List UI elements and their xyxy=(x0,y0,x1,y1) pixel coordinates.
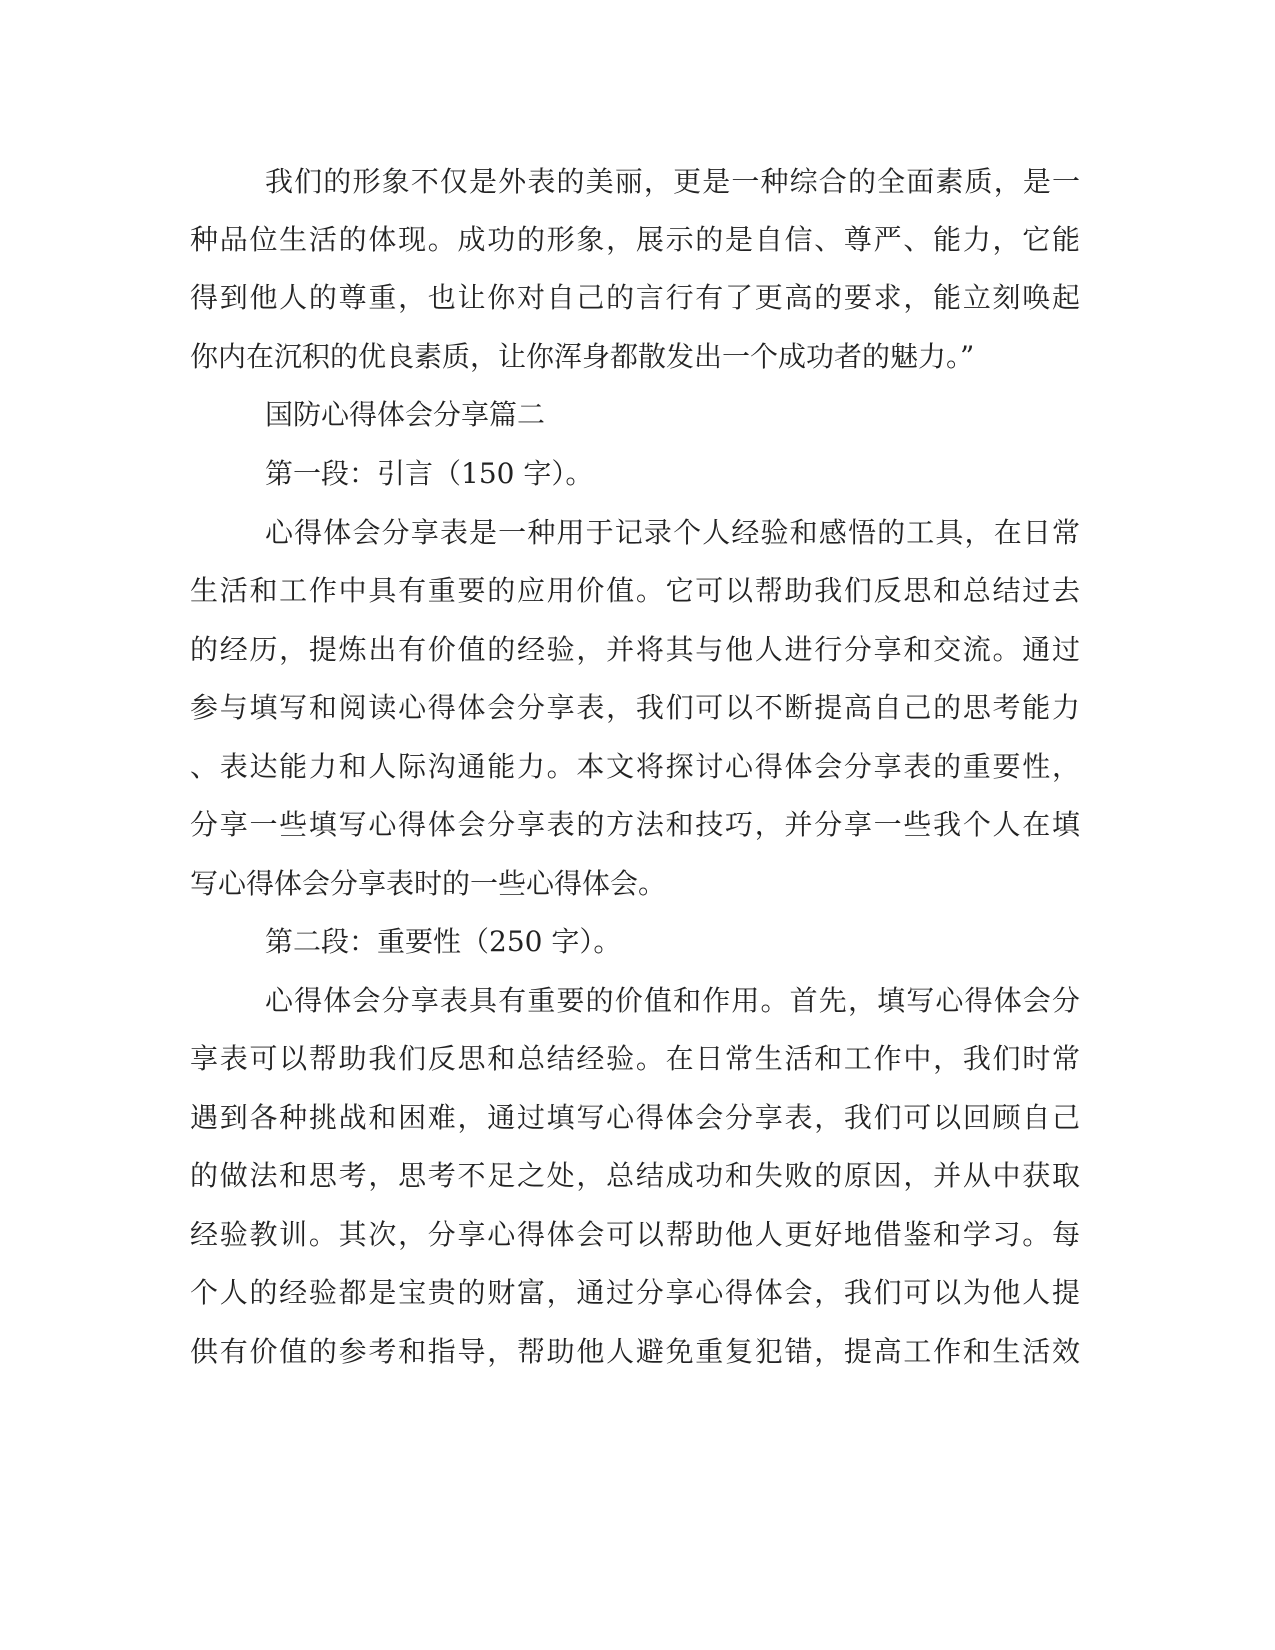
paragraph-3-line-7: 供有价值的参考和指导，帮助他人避免重复犯错，提高工作和生活效 xyxy=(190,1335,1080,1368)
paragraph-2-line-6: 分享一些填写心得体会分享表的方法和技巧，并分享一些我个人在填 xyxy=(190,808,1080,841)
paragraph-1-line-4: 你内在沉积的优良素质，让你浑身都散发出一个成功者的魅力。” xyxy=(190,340,975,373)
paragraph-3-line-4: 的做法和思考，思考不足之处，总结成功和失败的原因，并从中获取 xyxy=(190,1159,1080,1192)
paragraph-3-line-6: 个人的经验都是宝贵的财富，通过分享心得体会，我们可以为他人提 xyxy=(190,1276,1080,1309)
section-title: 国防心得体会分享篇二 xyxy=(265,398,546,431)
paragraph-3-line-3: 遇到各种挑战和困难，通过填写心得体会分享表，我们可以回顾自己 xyxy=(190,1101,1080,1134)
paragraph-2-line-2: 生活和工作中具有重要的应用价值。它可以帮助我们反思和总结过去 xyxy=(190,574,1080,607)
paragraph-3-line-5: 经验教训。其次，分享心得体会可以帮助他人更好地借鉴和学习。每 xyxy=(190,1218,1080,1251)
paragraph-3-line-2: 享表可以帮助我们反思和总结经验。在日常生活和工作中，我们时常 xyxy=(190,1042,1080,1075)
paragraph-3-line-1: 心得体会分享表具有重要的价值和作用。首先，填写心得体会分 xyxy=(265,984,1080,1017)
paragraph-1-line-2: 种品位生活的体现。成功的形象，展示的是自信、尊严、能力，它能 xyxy=(190,223,1080,256)
paragraph-2-line-3: 的经历，提炼出有价值的经验，并将其与他人进行分享和交流。通过 xyxy=(190,633,1080,666)
paragraph-1-line-3: 得到他人的尊重，也让你对自己的言行有了更高的要求，能立刻唤起 xyxy=(190,281,1080,314)
heading-importance: 第二段：重要性（250 字）。 xyxy=(265,925,622,958)
paragraph-2-line-1: 心得体会分享表是一种用于记录个人经验和感悟的工具，在日常 xyxy=(265,516,1080,549)
paragraph-1-line-1: 我们的形象不仅是外表的美丽，更是一种综合的全面素质，是一 xyxy=(265,165,1080,198)
paragraph-2-line-5: 、表达能力和人际沟通能力。本文将探讨心得体会分享表的重要性， xyxy=(190,750,1080,783)
paragraph-2-line-4: 参与填写和阅读心得体会分享表，我们可以不断提高自己的思考能力 xyxy=(190,691,1080,724)
paragraph-2-line-7: 写心得体会分享表时的一些心得体会。 xyxy=(190,867,667,900)
heading-intro: 第一段：引言（150 字）。 xyxy=(265,457,594,490)
